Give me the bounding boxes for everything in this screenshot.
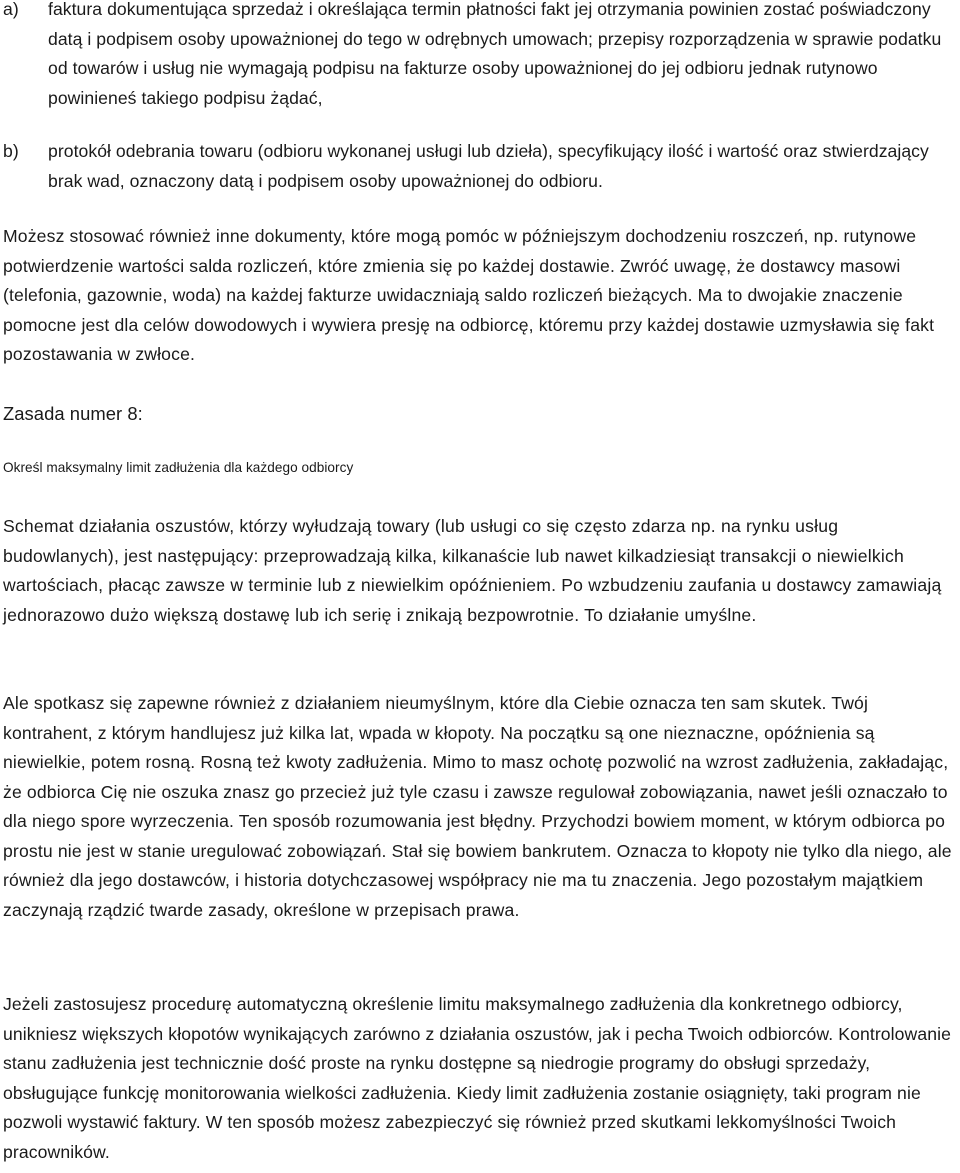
paragraph-fraud-scheme: Schemat działania oszustów, którzy wyłudzają towary (lub usługi co się często zdarza np. na rynku usług budowlanych), jest następujący: przeprowadzają kilka, kilkanaście lub nawet kilkadziesiąt transakcji o niewielkich wartościach, płacąc zawsze w terminie lub z niewielkim opóźnieniem. Po wzbudzeniu zaufania u dostawcy zamawiają jednorazowo dużo większą dostawę lub ich serię i znikają bezpowrotnie. To działanie umyślne. bbox=[3, 516, 942, 625]
paragraph-unintentional: Ale spotkasz się zapewne również z działaniem nieumyślnym, które dla Ciebie oznacza ten sam skutek. Twój kontrahent, z którym handlujesz już kilka lat, wpada w kłopoty. Na początku są one nieznaczne, opóźnienia są niewielkie, potem rosną. Rosną też kwoty zadłużenia. Mimo to masz ochotę pozwolić na wzrost zadłużenia, zakładając, że odbiorca Cię nie oszuka znasz go przecież już tyle czasu i zawsze regulował zobowiązania, nawet jeśli oznaczało to dla niego spore wyrzeczenia. Ten sposób rozumowania jest błędny. Przychodzi bowiem moment, w którym odbiorca po prostu nie jest w stanie uregulować zobowiązań. Stał się bowiem bankrutem. Oznacza to kłopoty nie tylko dla niego, ale również dla jego dostawców, i historia dotychczasowej współpracy nie ma tu znaczenia. Jego pozostałym majątkiem zaczynają rządzić twarde zasady, określone w przepisach prawa. bbox=[3, 693, 952, 920]
list-item-label: b) bbox=[3, 141, 19, 161]
paragraph-documents: Możesz stosować również inne dokumenty, które mogą pomóc w późniejszym dochodzeniu roszczeń, np. rutynowe potwierdzenie wartości salda rozliczeń, które zmienia się po każdej dostawie. Zwróć uwagę, że dostawcy masowi (telefonia, gazownie, woda) na każdej fakturze uwidaczniają saldo rozliczeń bieżących. Ma to dwojakie znaczenie pomocne jest dla celów dowodowych i wywiera presję na odbiorcę, któremu przy każdej dostawie uzmysławia się fakt pozostawania w zwłoce. bbox=[3, 226, 935, 364]
rule-title: Określ maksymalny limit zadłużenia dla każdego odbiorcy bbox=[3, 460, 354, 475]
list-item-text: protokół odebrania towaru (odbioru wykonanej usługi lub dzieła), specyfikujący ilość i wartość oraz stwierdzający brak wad, oznaczony datą i podpisem osoby upoważnionej do odbioru. bbox=[48, 141, 929, 191]
list-item-label: a) bbox=[3, 0, 19, 19]
list-item-b bbox=[3, 137, 957, 196]
list-item-a bbox=[3, 0, 957, 113]
paragraph-automatic-procedure: Jeżeli zastosujesz procedurę automatyczną określenie limitu maksymalnego zadłużenia dla konkretnego odbiorcy, unikniesz większych kłopotów wynikających zarówno z działania oszustów, jak i pecha Twoich odbiorców. Kontrolowanie stanu zadłużenia jest technicznie dość proste na rynku dostępne są niedrogie programy do obsługi sprzedaży, obsługujące funkcję monitorowania wielkości zadłużenia. Kiedy limit zadłużenia zostanie osiągnięty, taki program nie pozwoli wystawić faktury. W ten sposób możesz zabezpieczyć się również przed skutkami lekkomyślności Twoich pracowników. bbox=[3, 994, 952, 1162]
list-item-text: faktura dokumentująca sprzedaż i określająca termin płatności fakt jej otrzymania powinien zostać poświadczony datą i podpisem osoby upoważnionej do tego w odrębnych umowach; przepisy rozporządzenia w sprawie podatku od towarów i usług nie wymagają podpisu na fakturze osoby upoważnionej do jej odbioru jednak rutynowo powinieneś takiego podpisu żądać, bbox=[48, 0, 942, 108]
rule-heading: Zasada numer 8: bbox=[3, 403, 143, 424]
